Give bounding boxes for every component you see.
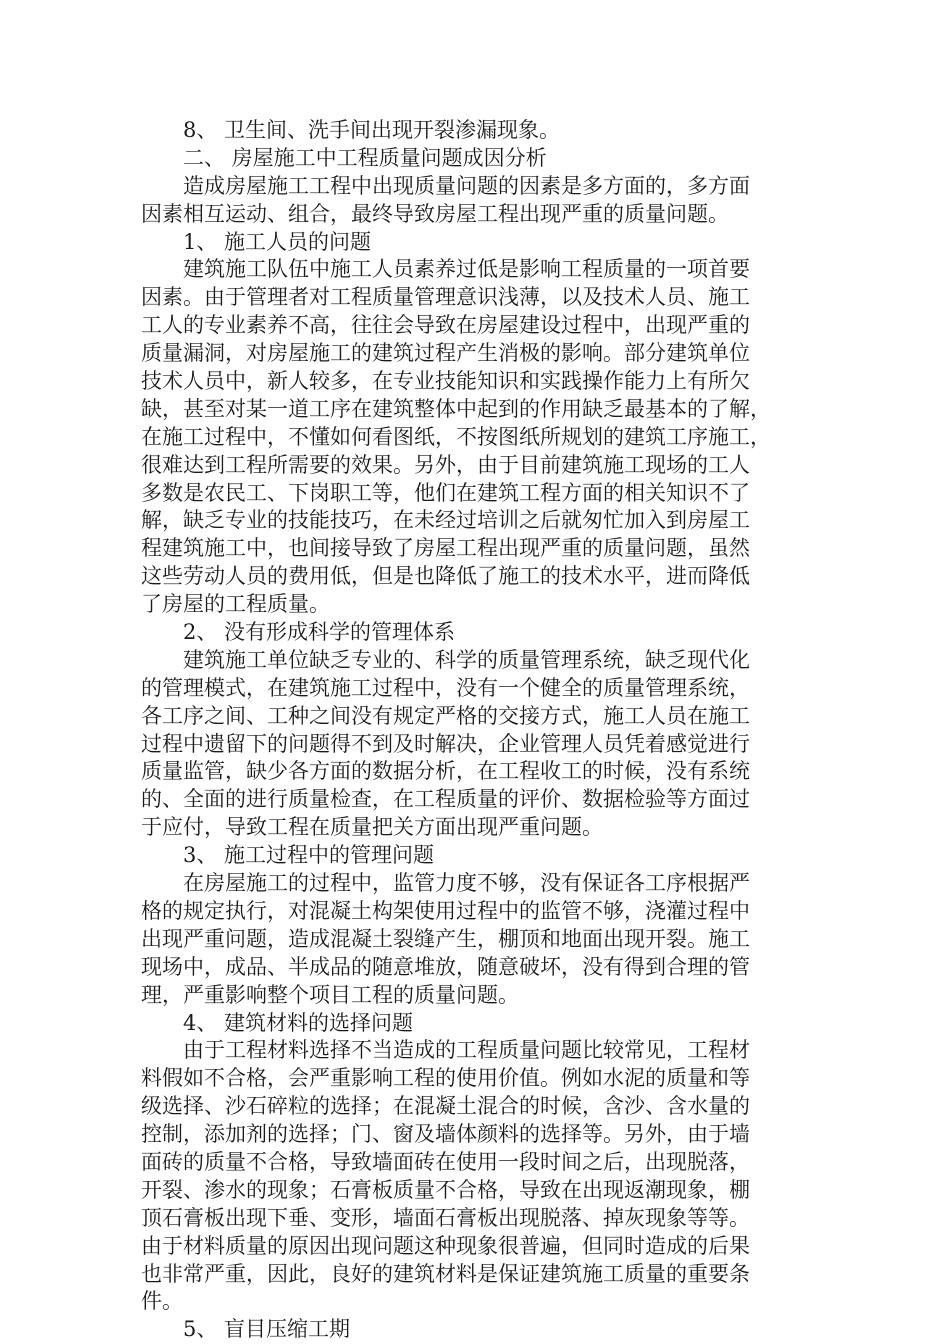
paragraph-line: 控制，添加剂的选择；门、窗及墙体颜料的选择等。另外，由于墙 [141,1122,750,1147]
paragraph-line: 由于工程材料选择不当造成的工程质量问题比较常见，工程材 [183,1038,750,1063]
paragraph-line: 开裂、渗水的现象；石膏板质量不合格，导致在出现返潮现象，棚 [141,1177,750,1202]
heading-text: 二、 房屋施工中工程质量问题成因分析 [183,145,547,170]
paragraph-line: 格的规定执行，对混凝土构架使用过程中的监管不够，浇灌过程中 [141,898,750,923]
paragraph-line: 技术人员中，新人较多，在专业技能知识和实践操作能力上有所欠 [141,369,750,394]
section-heading [141,117,807,145]
section-heading [141,1010,807,1038]
paragraph-line: 因素相互运动、组合，最终导致房屋工程出现严重的质量问题。 [141,201,729,226]
paragraph-line: 造成房屋施工工程中出现质量问题的因素是多方面的，多方面 [183,173,750,198]
paragraph-line: 这些劳动人员的费用低，但是也降低了施工的技术水平，进而降低 [141,564,750,589]
paragraph [141,256,807,619]
heading-text: 8、 卫生间、洗手间出现开裂渗漏现象。 [183,118,561,142]
paragraph-line: 建筑施工单位缺乏专业的、科学的质量管理系统，缺乏现代化 [183,647,750,672]
paragraph-line: 解，缺乏专业的技能技巧，在未经过培训之后就匆忙加入到房屋工 [141,508,750,533]
paragraph [141,173,807,229]
paragraph-line: 很难达到工程所需要的效果。另外，由于目前建筑施工现场的工人 [141,452,750,477]
paragraph [141,1037,807,1316]
section-heading [141,842,807,870]
heading-text: 2、 没有形成科学的管理体系 [183,620,456,645]
paragraph-line: 件。 [141,1289,183,1314]
heading-text: 3、 施工过程中的管理问题 [183,843,435,868]
paragraph-line: 的管理模式，在建筑施工过程中，没有一个健全的质量管理系统， [141,675,750,700]
heading-text: 5、 盲目压缩工期 [183,1317,351,1342]
paragraph-line: 面砖的质量不合格，导致墙面砖在使用一段时间之后，出现脱落， [141,1149,750,1174]
section-heading [141,229,807,257]
paragraph-line: 理，严重影响整个项目工程的质量问题。 [141,982,519,1007]
document-body [141,117,807,1344]
paragraph-line: 也非常严重，因此，良好的建筑材料是保证建筑施工质量的重要条 [141,1261,750,1286]
paragraph-line: 了房屋的工程质量。 [141,592,330,617]
paragraph-line: 缺，甚至对某一道工序在建筑整体中起到的作用缺乏最基本的了解， [141,396,771,421]
paragraph [141,870,807,1009]
paragraph-line: 由于材料质量的原因出现问题这种现象很普遍，但同时造成的后果 [141,1233,750,1258]
paragraph-line: 质量监管，缺少各方面的数据分析，在工程收工的时候，没有系统 [141,759,750,784]
section-heading [141,145,807,173]
paragraph-line: 工人的专业素养不高，往往会导致在房屋建设过程中，出现严重的 [141,313,750,338]
paragraph-line: 的、全面的进行质量检查，在工程质量的评价、数据检验等方面过 [141,787,750,812]
paragraph-line: 出现严重问题，造成混凝土裂缝产生，棚顶和地面出现开裂。施工 [141,926,750,951]
paragraph-line: 多数是农民工、下岗职工等，他们在建筑工程方面的相关知识不了 [141,480,750,505]
heading-text: 4、 建筑材料的选择问题 [183,1010,414,1035]
paragraph-line: 料假如不合格，会严重影响工程的使用价值。例如水泥的质量和等 [141,1066,750,1091]
paragraph-line: 在施工过程中，不懂如何看图纸，不按图纸所规划的建筑工序施工， [141,424,771,449]
paragraph-line: 建筑施工队伍中施工人员素养过低是影响工程质量的一项首要 [183,257,750,282]
paragraph-line: 程建筑施工中，也间接导致了房屋工程出现严重的质量问题，虽然 [141,536,750,561]
paragraph-line: 质量漏洞，对房屋施工的建筑过程产生消极的影响。部分建筑单位 [141,341,750,366]
section-heading [141,619,807,647]
heading-text: 1、 施工人员的问题 [183,229,372,254]
paragraph-line: 顶石膏板出现下垂、变形，墙面石膏板出现脱落、掉灰现象等等。 [141,1205,750,1230]
paragraph-line: 各工序之间、工种之间没有规定严格的交接方式，施工人员在施工 [141,703,750,728]
paragraph [141,647,807,842]
paragraph-line: 于应付，导致工程在质量把关方面出现严重问题。 [141,815,603,840]
paragraph-line: 在房屋施工的过程中，监管力度不够，没有保证各工序根据严 [183,871,750,896]
paragraph-line: 因素。由于管理者对工程质量管理意识浅薄，以及技术人员、施工 [141,285,750,310]
section-heading [141,1316,807,1344]
paragraph-line: 过程中遗留下的问题得不到及时解决，企业管理人员凭着感觉进行 [141,731,750,756]
paragraph-line: 现场中，成品、半成品的随意堆放，随意破坏，没有得到合理的管 [141,954,750,979]
paragraph-line: 级选择、沙石碎粒的选择；在混凝土混合的时候，含沙、含水量的 [141,1094,750,1119]
